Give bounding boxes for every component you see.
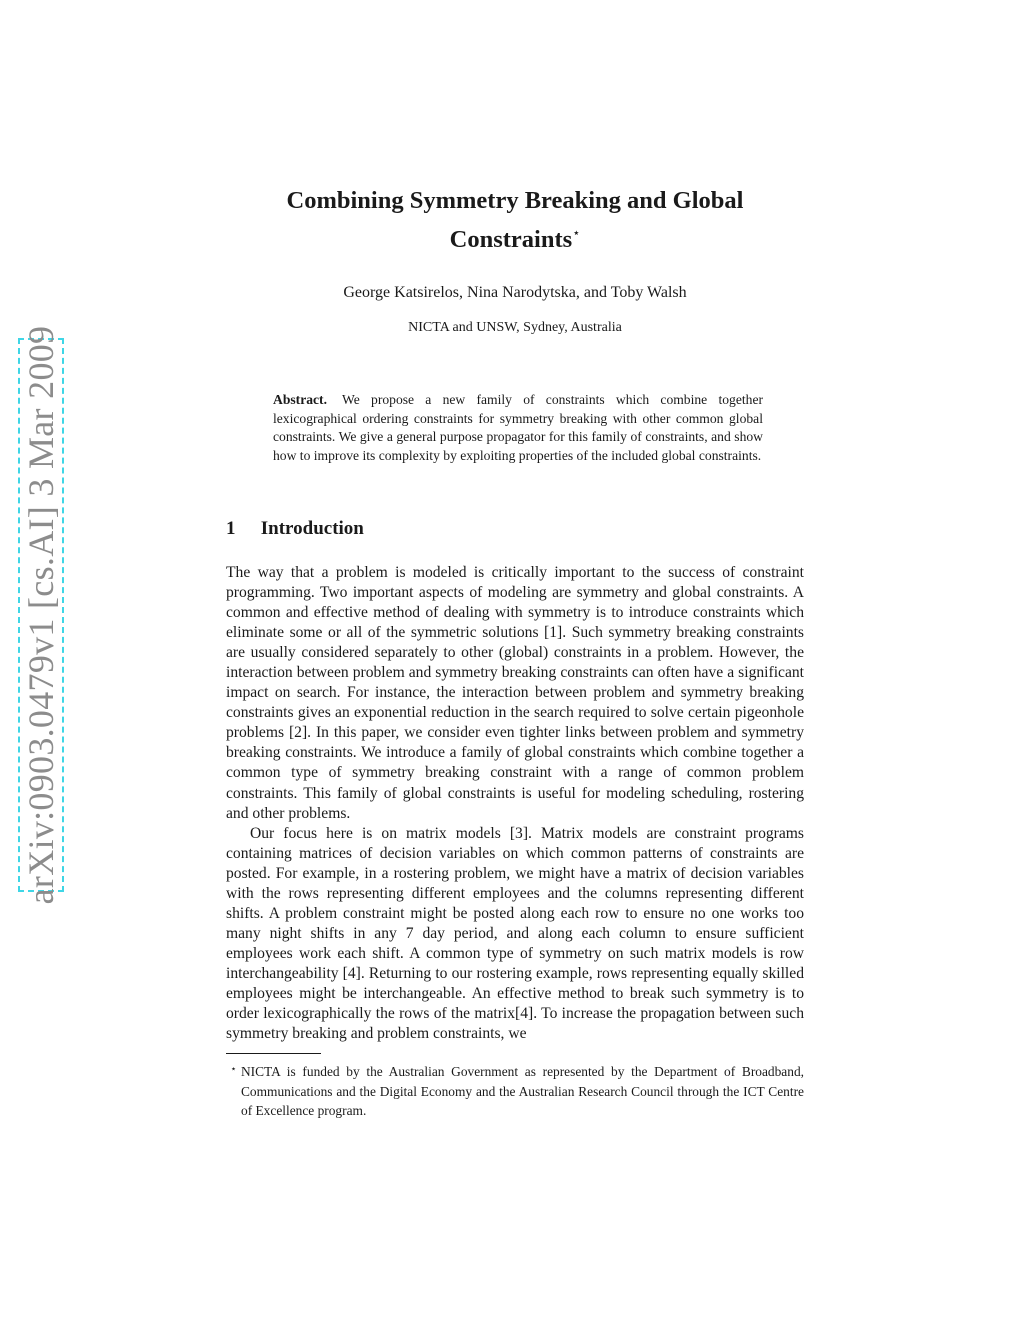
title-line-2: Constraints (449, 226, 573, 253)
title-footnote-mark: ⋆ (572, 225, 581, 240)
arxiv-identifier: arXiv:0903.0479v1 [cs.AI] 3 Mar 2009 (21, 325, 61, 905)
section-heading (226, 518, 364, 540)
footnote-text: NICTA is funded by the Australian Government as represented by the Department of Broadband, Communications and the Digital Economy and the Australian Research Council through the ICT Centre of Excellence program. (241, 1064, 804, 1118)
author-list: George Katsirelos, Nina Narodytska, and Toby Walsh (343, 284, 687, 301)
abstract-text: We propose a new family of constraints which combine together lexicographical ordering constraints for symmetry breaking with other common global constraints. We give a general purpose propagator for this family of constraints, and show how to improve its complexity by exploiting properties of the included global constraints. (273, 392, 764, 463)
footnote-mark: ⋆ (230, 1064, 237, 1075)
abstract (273, 391, 763, 465)
section-title: Introduction (260, 518, 364, 539)
paragraph: The way that a problem is modeled is critically important to the success of constraint programming. Two important aspects of modeling are symmetry and global constraints. A common and effective method of dealing with symmetry is to introduce constraints which eliminate some or all of the symmetric solutions [1]. Such symmetry breaking constraints are usually considered separately to other (global) constraints in a problem. However, the interaction between problem and symmetry breaking constraints can often have a significant impact on search. For instance, the interaction between problem and symmetry breaking constraints gives an exponential reduction in the search required to solve certain pigeonhole problems [2]. In this paper, we consider even tighter links between problem and symmetry breaking constraints. We introduce a family of global constraints which combine together a common type of symmetry breaking constraint with a range of common problem constraints. This family of global constraints is useful for modeling scheduling, rostering and other problems. (226, 564, 804, 822)
paper-title (230, 185, 800, 256)
body-text (226, 563, 804, 1044)
paragraph: Our focus here is on matrix models [3]. Matrix models are constraint programs containing matrices of decision variables on which common patterns of constraints are posted. For example, in a rostering problem, we might have a matrix of decision variables with the rows representing different employees and the columns representing different shifts. A problem constraint might be posted along each row to ensure no one works too many night shifts in any 7 day period, and along each column to ensure sufficient employees work each shift. A common type of symmetry on such matrix models is row interchangeability [4]. Returning to our rostering example, rows representing equally skilled employees might be interchangeable. An effective method to break such symmetry is to order lexicographically the rows of the matrix[4]. To increase the propagation between such symmetry breaking and problem constraints, we (226, 824, 804, 1043)
affiliation: NICTA and UNSW, Sydney, Australia (408, 320, 622, 335)
abstract-label: Abstract. (273, 392, 327, 407)
section-number: 1 (226, 518, 236, 539)
footnote-divider (226, 1053, 321, 1054)
title-line-1: Combining Symmetry Breaking and Global (286, 187, 744, 214)
arxiv-stamp (18, 325, 64, 905)
footnote (226, 1060, 804, 1121)
